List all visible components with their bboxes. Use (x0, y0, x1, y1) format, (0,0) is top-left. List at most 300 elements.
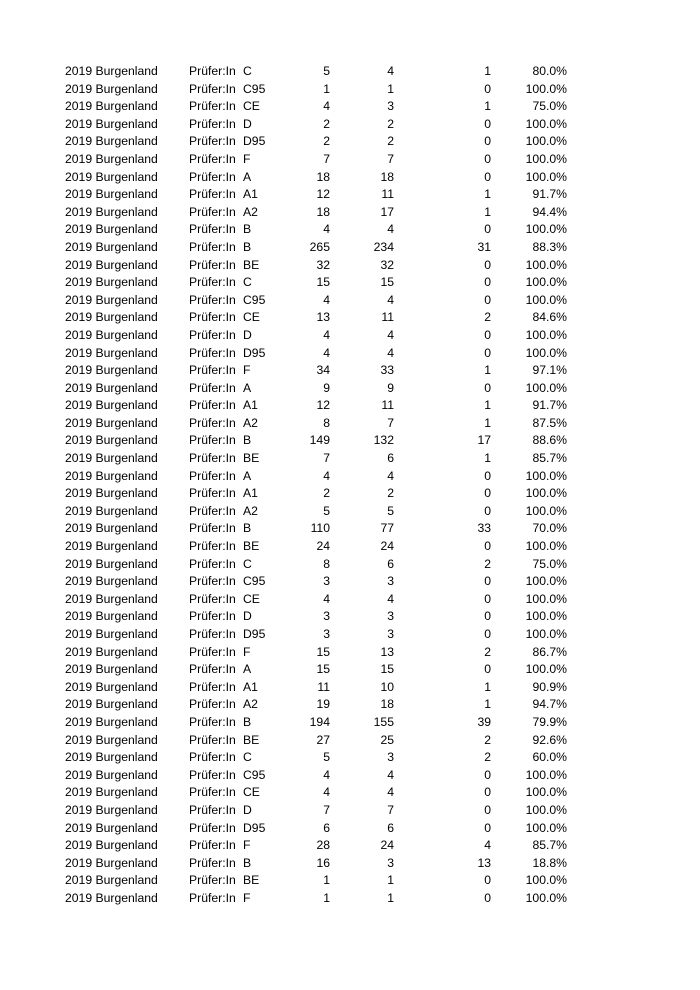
passed-count-cell: 77 (380, 521, 394, 536)
year-region-cell: 2019 Burgenland (65, 662, 158, 677)
license-class-cell: A1 (243, 187, 258, 202)
license-class-cell: D (243, 116, 252, 131)
license-class-cell: C (243, 275, 252, 290)
passed-count-cell: 6 (387, 820, 394, 835)
pass-rate-cell: 75.0% (532, 99, 567, 114)
license-class-cell: D95 (243, 345, 266, 360)
passed-count-cell: 4 (387, 767, 394, 782)
year-region-cell: 2019 Burgenland (65, 767, 158, 782)
license-class-cell: C95 (243, 292, 266, 307)
license-class-cell: A2 (243, 503, 258, 518)
year-region-cell: 2019 Burgenland (65, 292, 158, 307)
year-region-cell: 2019 Burgenland (65, 539, 158, 554)
pass-rate-cell: 100.0% (525, 116, 567, 131)
year-region-cell: 2019 Burgenland (65, 609, 158, 624)
total-count-cell: 4 (323, 292, 330, 307)
passed-count-cell: 4 (387, 785, 394, 800)
year-region-cell: 2019 Burgenland (65, 732, 158, 747)
license-class-cell: B (243, 239, 252, 254)
failed-count-cell: 0 (484, 627, 491, 641)
failed-count-cell: 0 (484, 539, 491, 554)
passed-count-cell: 15 (380, 275, 394, 290)
pass-rate-cell: 100.0% (525, 890, 567, 905)
total-count-cell: 5 (323, 503, 330, 518)
total-count-cell: 11 (317, 679, 330, 694)
pass-rate-cell: 90.9% (532, 679, 567, 694)
passed-count-cell: 24 (380, 539, 394, 554)
data-table (0, 63, 700, 908)
table-row (0, 890, 700, 908)
license-class-cell: D95 (243, 820, 266, 835)
year-region-cell: 2019 Burgenland (65, 838, 158, 853)
year-region-cell: 2019 Burgenland (65, 415, 158, 430)
failed-count-cell: 1 (484, 99, 491, 114)
table-row (0, 221, 700, 239)
table-row (0, 767, 700, 785)
passed-count-cell: 1 (387, 890, 394, 905)
table-row (0, 450, 700, 468)
table-row (0, 380, 700, 398)
table-row (0, 784, 700, 802)
license-class-cell: D95 (243, 134, 266, 149)
year-region-cell: 2019 Burgenland (65, 802, 158, 817)
license-class-cell: B (243, 521, 252, 536)
role-cell: Prüfer:In (189, 662, 236, 677)
failed-count-cell: 0 (484, 802, 491, 817)
license-class-cell: A2 (243, 204, 258, 219)
year-region-cell: 2019 Burgenland (65, 151, 158, 166)
total-count-cell: 4 (323, 222, 330, 237)
total-count-cell: 3 (323, 627, 330, 641)
passed-count-cell: 11 (381, 310, 394, 325)
failed-count-cell: 0 (484, 890, 491, 905)
pass-rate-cell: 75.0% (532, 556, 567, 571)
year-region-cell: 2019 Burgenland (65, 433, 158, 448)
pass-rate-cell: 100.0% (525, 539, 567, 554)
year-region-cell: 2019 Burgenland (65, 591, 158, 606)
failed-count-cell: 0 (484, 257, 491, 272)
total-count-cell: 24 (316, 539, 330, 554)
total-count-cell: 1 (323, 873, 330, 888)
failed-count-cell: 1 (484, 363, 491, 378)
role-cell: Prüfer:In (189, 802, 236, 817)
license-class-cell: F (243, 644, 251, 659)
total-count-cell: 32 (316, 257, 330, 272)
passed-count-cell: 4 (387, 345, 394, 360)
failed-count-cell: 1 (484, 451, 491, 466)
passed-count-cell: 4 (387, 468, 394, 483)
total-count-cell: 6 (323, 820, 330, 835)
year-region-cell: 2019 Burgenland (65, 169, 158, 184)
role-cell: Prüfer:In (189, 838, 236, 853)
pass-rate-cell: 100.0% (525, 627, 567, 641)
role-cell: Prüfer:In (189, 310, 236, 325)
passed-count-cell: 3 (387, 627, 394, 641)
passed-count-cell: 7 (387, 415, 394, 430)
license-class-cell: BE (243, 732, 260, 747)
table-row (0, 345, 700, 363)
passed-count-cell: 4 (387, 64, 394, 78)
role-cell: Prüfer:In (189, 574, 236, 589)
total-count-cell: 4 (323, 468, 330, 483)
pass-rate-cell: 85.7% (532, 451, 567, 466)
role-cell: Prüfer:In (189, 627, 236, 641)
failed-count-cell: 0 (484, 609, 491, 624)
table-row (0, 309, 700, 327)
failed-count-cell: 4 (484, 838, 491, 853)
failed-count-cell: 0 (484, 767, 491, 782)
total-count-cell: 15 (316, 644, 330, 659)
failed-count-cell: 0 (484, 503, 491, 518)
table-row (0, 432, 700, 450)
pass-rate-cell: 88.3% (532, 239, 567, 254)
passed-count-cell: 7 (387, 802, 394, 817)
pass-rate-cell: 100.0% (525, 257, 567, 272)
table-row (0, 855, 700, 873)
role-cell: Prüfer:In (189, 767, 236, 782)
failed-count-cell: 0 (484, 116, 491, 131)
table-row (0, 485, 700, 503)
passed-count-cell: 6 (387, 556, 394, 571)
role-cell: Prüfer:In (189, 116, 236, 131)
total-count-cell: 12 (316, 187, 330, 202)
failed-count-cell: 0 (484, 151, 491, 166)
license-class-cell: A1 (243, 679, 258, 694)
role-cell: Prüfer:In (189, 64, 236, 78)
passed-count-cell: 3 (387, 750, 394, 765)
pass-rate-cell: 97.1% (532, 363, 567, 378)
passed-count-cell: 15 (380, 662, 394, 677)
passed-count-cell: 234 (373, 239, 394, 254)
role-cell: Prüfer:In (189, 679, 236, 694)
license-class-cell: BE (243, 451, 260, 466)
license-class-cell: F (243, 890, 251, 905)
pass-rate-cell: 100.0% (525, 503, 567, 518)
year-region-cell: 2019 Burgenland (65, 363, 158, 378)
license-class-cell: C95 (243, 574, 266, 589)
pass-rate-cell: 100.0% (525, 345, 567, 360)
license-class-cell: C (243, 64, 252, 78)
pass-rate-cell: 100.0% (525, 802, 567, 817)
failed-count-cell: 0 (484, 820, 491, 835)
table-row (0, 327, 700, 345)
table-row (0, 468, 700, 486)
table-row (0, 802, 700, 820)
table-row (0, 732, 700, 750)
pass-rate-cell: 100.0% (525, 574, 567, 589)
license-class-cell: A1 (243, 486, 258, 501)
pass-rate-cell: 100.0% (525, 662, 567, 677)
failed-count-cell: 1 (484, 679, 491, 694)
pass-rate-cell: 92.6% (532, 732, 567, 747)
total-count-cell: 19 (316, 697, 330, 712)
failed-count-cell: 1 (484, 187, 491, 202)
year-region-cell: 2019 Burgenland (65, 574, 158, 589)
passed-count-cell: 4 (387, 327, 394, 342)
total-count-cell: 28 (316, 838, 330, 853)
total-count-cell: 4 (323, 345, 330, 360)
role-cell: Prüfer:In (189, 239, 236, 254)
year-region-cell: 2019 Burgenland (65, 116, 158, 131)
pass-rate-cell: 100.0% (525, 785, 567, 800)
role-cell: Prüfer:In (189, 134, 236, 149)
license-class-cell: B (243, 222, 252, 237)
license-class-cell: D95 (243, 627, 266, 641)
failed-count-cell: 0 (484, 292, 491, 307)
passed-count-cell: 3 (387, 609, 394, 624)
year-region-cell: 2019 Burgenland (65, 679, 158, 694)
year-region-cell: 2019 Burgenland (65, 486, 158, 501)
role-cell: Prüfer:In (189, 187, 236, 202)
role-cell: Prüfer:In (189, 609, 236, 624)
total-count-cell: 110 (310, 521, 330, 536)
failed-count-cell: 0 (484, 222, 491, 237)
pass-rate-cell: 100.0% (525, 820, 567, 835)
license-class-cell: A (243, 662, 252, 677)
year-region-cell: 2019 Burgenland (65, 239, 158, 254)
role-cell: Prüfer:In (189, 556, 236, 571)
license-class-cell: A (243, 169, 252, 184)
role-cell: Prüfer:In (189, 415, 236, 430)
role-cell: Prüfer:In (189, 785, 236, 800)
total-count-cell: 8 (323, 556, 330, 571)
passed-count-cell: 7 (387, 151, 394, 166)
pass-rate-cell: 70.0% (532, 521, 567, 536)
table-row (0, 872, 700, 890)
total-count-cell: 7 (323, 802, 330, 817)
license-class-cell: F (243, 838, 251, 853)
total-count-cell: 1 (323, 81, 330, 96)
passed-count-cell: 13 (380, 644, 394, 659)
passed-count-cell: 25 (380, 732, 394, 747)
total-count-cell: 7 (323, 151, 330, 166)
passed-count-cell: 18 (380, 697, 394, 712)
pass-rate-cell: 100.0% (525, 327, 567, 342)
pass-rate-cell: 100.0% (525, 134, 567, 149)
year-region-cell: 2019 Burgenland (65, 714, 158, 729)
failed-count-cell: 1 (484, 64, 491, 78)
license-class-cell: D (243, 327, 252, 342)
role-cell: Prüfer:In (189, 345, 236, 360)
role-cell: Prüfer:In (189, 750, 236, 765)
role-cell: Prüfer:In (189, 468, 236, 483)
pass-rate-cell: 80.0% (532, 64, 567, 78)
table-row (0, 63, 700, 81)
table-row (0, 98, 700, 116)
license-class-cell: CE (243, 99, 260, 114)
passed-count-cell: 10 (380, 679, 394, 694)
passed-count-cell: 32 (380, 257, 394, 272)
table-row (0, 696, 700, 714)
role-cell: Prüfer:In (189, 486, 236, 501)
failed-count-cell: 2 (484, 750, 491, 765)
role-cell: Prüfer:In (189, 275, 236, 290)
year-region-cell: 2019 Burgenland (65, 134, 158, 149)
pass-rate-cell: 79.9% (532, 714, 567, 729)
failed-count-cell: 1 (484, 204, 491, 219)
failed-count-cell: 0 (484, 486, 491, 501)
passed-count-cell: 3 (387, 99, 394, 114)
passed-count-cell: 11 (381, 398, 394, 413)
total-count-cell: 5 (323, 750, 330, 765)
failed-count-cell: 0 (484, 275, 491, 290)
passed-count-cell: 4 (387, 222, 394, 237)
total-count-cell: 3 (323, 574, 330, 589)
role-cell: Prüfer:In (189, 732, 236, 747)
year-region-cell: 2019 Burgenland (65, 697, 158, 712)
pass-rate-cell: 86.7% (532, 644, 567, 659)
pass-rate-cell: 94.7% (532, 697, 567, 712)
role-cell: Prüfer:In (189, 222, 236, 237)
pass-rate-cell: 100.0% (525, 81, 567, 96)
passed-count-cell: 3 (387, 574, 394, 589)
year-region-cell: 2019 Burgenland (65, 556, 158, 571)
passed-count-cell: 11 (381, 187, 394, 202)
pass-rate-cell: 100.0% (525, 468, 567, 483)
year-region-cell: 2019 Burgenland (65, 257, 158, 272)
table-row (0, 274, 700, 292)
total-count-cell: 13 (316, 310, 330, 325)
table-row (0, 397, 700, 415)
total-count-cell: 27 (316, 732, 330, 747)
license-class-cell: A (243, 380, 252, 395)
pass-rate-cell: 91.7% (532, 398, 567, 413)
year-region-cell: 2019 Burgenland (65, 327, 158, 342)
role-cell: Prüfer:In (189, 257, 236, 272)
pass-rate-cell: 100.0% (525, 591, 567, 606)
table-row (0, 257, 700, 275)
year-region-cell: 2019 Burgenland (65, 785, 158, 800)
table-row (0, 820, 700, 838)
year-region-cell: 2019 Burgenland (65, 99, 158, 114)
year-region-cell: 2019 Burgenland (65, 222, 158, 237)
year-region-cell: 2019 Burgenland (65, 64, 158, 78)
failed-count-cell: 0 (484, 134, 491, 149)
license-class-cell: B (243, 714, 252, 729)
total-count-cell: 15 (316, 275, 330, 290)
table-row (0, 679, 700, 697)
pass-rate-cell: 100.0% (525, 151, 567, 166)
total-count-cell: 9 (323, 380, 330, 395)
pass-rate-cell: 100.0% (525, 609, 567, 624)
table-row (0, 661, 700, 679)
pass-rate-cell: 100.0% (525, 169, 567, 184)
license-class-cell: BE (243, 257, 260, 272)
role-cell: Prüfer:In (189, 714, 236, 729)
license-class-cell: F (243, 151, 251, 166)
passed-count-cell: 132 (373, 433, 394, 448)
pass-rate-cell: 94.4% (532, 204, 567, 219)
pass-rate-cell: 18.8% (532, 855, 567, 870)
pass-rate-cell: 84.6% (532, 310, 567, 325)
role-cell: Prüfer:In (189, 890, 236, 905)
failed-count-cell: 2 (484, 644, 491, 659)
table-row (0, 133, 700, 151)
passed-count-cell: 4 (387, 292, 394, 307)
failed-count-cell: 17 (477, 433, 491, 448)
pass-rate-cell: 100.0% (525, 222, 567, 237)
year-region-cell: 2019 Burgenland (65, 750, 158, 765)
total-count-cell: 149 (309, 433, 330, 448)
role-cell: Prüfer:In (189, 873, 236, 888)
total-count-cell: 8 (323, 415, 330, 430)
license-class-cell: C95 (243, 81, 266, 96)
pass-rate-cell: 88.6% (532, 433, 567, 448)
passed-count-cell: 33 (380, 363, 394, 378)
passed-count-cell: 17 (380, 204, 394, 219)
failed-count-cell: 39 (477, 714, 491, 729)
role-cell: Prüfer:In (189, 591, 236, 606)
pass-rate-cell: 85.7% (532, 838, 567, 853)
passed-count-cell: 2 (387, 486, 394, 501)
year-region-cell: 2019 Burgenland (65, 310, 158, 325)
failed-count-cell: 0 (484, 169, 491, 184)
license-class-cell: CE (243, 310, 260, 325)
license-class-cell: BE (243, 539, 260, 554)
license-class-cell: B (243, 855, 252, 870)
table-row (0, 573, 700, 591)
role-cell: Prüfer:In (189, 521, 236, 536)
table-row (0, 116, 700, 134)
passed-count-cell: 5 (387, 503, 394, 518)
table-row (0, 415, 700, 433)
role-cell: Prüfer:In (189, 292, 236, 307)
year-region-cell: 2019 Burgenland (65, 890, 158, 905)
license-class-cell: A2 (243, 697, 258, 712)
failed-count-cell: 0 (484, 345, 491, 360)
year-region-cell: 2019 Burgenland (65, 521, 158, 536)
total-count-cell: 4 (323, 591, 330, 606)
total-count-cell: 15 (316, 662, 330, 677)
table-row (0, 626, 700, 644)
role-cell: Prüfer:In (189, 503, 236, 518)
passed-count-cell: 2 (387, 116, 394, 131)
total-count-cell: 1 (323, 890, 330, 905)
table-row (0, 239, 700, 257)
table-row (0, 503, 700, 521)
pass-rate-cell: 87.5% (532, 415, 567, 430)
passed-count-cell: 155 (373, 714, 394, 729)
passed-count-cell: 6 (387, 451, 394, 466)
pass-rate-cell: 100.0% (525, 275, 567, 290)
failed-count-cell: 0 (484, 468, 491, 483)
total-count-cell: 2 (323, 134, 330, 149)
role-cell: Prüfer:In (189, 451, 236, 466)
table-row (0, 714, 700, 732)
pass-rate-cell: 100.0% (525, 380, 567, 395)
role-cell: Prüfer:In (189, 151, 236, 166)
total-count-cell: 3 (323, 609, 330, 624)
year-region-cell: 2019 Burgenland (65, 187, 158, 202)
role-cell: Prüfer:In (189, 380, 236, 395)
table-row (0, 169, 700, 187)
pass-rate-cell: 100.0% (525, 873, 567, 888)
year-region-cell: 2019 Burgenland (65, 345, 158, 360)
year-region-cell: 2019 Burgenland (65, 468, 158, 483)
total-count-cell: 12 (316, 398, 330, 413)
passed-count-cell: 2 (387, 134, 394, 149)
total-count-cell: 265 (309, 239, 330, 254)
table-row (0, 644, 700, 662)
failed-count-cell: 31 (477, 239, 491, 254)
failed-count-cell: 0 (484, 327, 491, 342)
failed-count-cell: 0 (484, 785, 491, 800)
total-count-cell: 2 (323, 116, 330, 131)
license-class-cell: C (243, 556, 252, 571)
table-row (0, 362, 700, 380)
failed-count-cell: 0 (484, 873, 491, 888)
failed-count-cell: 0 (484, 662, 491, 677)
